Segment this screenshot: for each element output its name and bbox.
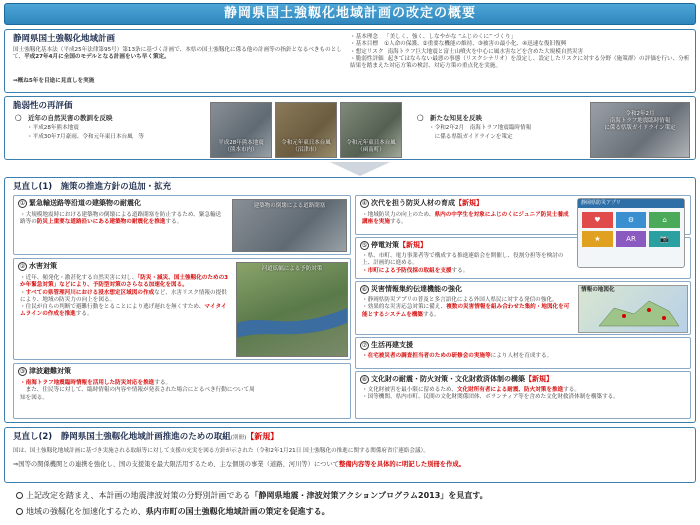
page-title: 静岡県国土強靱化地域計画の改定の概要 — [4, 3, 696, 25]
plan-text1: 国土強靱化基本法（平成25年法律第95号）第13条に基づく計画で、本県の国土強靱化に係る他の計画等の指針となるべきものとして、 — [13, 47, 342, 61]
plan-text — [13, 47, 343, 62]
item-1-text: ・大規模地震時における建築物の倒壊による道路閉塞を防止するため、緊急輸送路等の防災上重要な道路沿いにある建築物の耐震化を推進する。 — [20, 212, 222, 226]
item-4-title: ④ 次代を担う防災人材の育成【新規】 — [361, 199, 483, 207]
review2-heading: 見直し(2) 静岡県国土強靱化地域計画推進のための取組(別冊)【新規】 — [13, 432, 279, 442]
review2-line1: 国は、国土強靱化地域計画に基づき実施される取組等に対して支援の充実を図る方針が示された（令和2年1月21日 国土強靱化の推進に関する関係府省庁連絡会議）。 — [13, 448, 429, 454]
item-2 — [13, 258, 351, 360]
circle-bullet-icon — [16, 492, 23, 499]
item-6-text: ・静岡県防災アプリの普及と多言語化による外国人県民に対する発信の強化。 ・効果的な災害応急対策に備え、複数の災害情報を組み合わせた集約・地図化を可能とするシステムを構築する。 — [362, 297, 570, 318]
item-1-title: ① 緊急輸送路等沿道の建築物の耐震化 — [19, 199, 141, 207]
item-8-text: ・文化財被害を最小限に留めるため、文化財所有者による耐震、防火対策を推進する。 ・国等機関、県内市町、民間の文化財関係団体、ボランティア等を含めた文化財救済体制を構築する。 — [362, 387, 619, 401]
photo-caption: 令和2年2月 南海トラフ地震臨時情報 に係る県版ガイドライン策定 — [604, 111, 676, 132]
circle-bullet-icon — [16, 508, 23, 515]
app-tile: ⌂ — [649, 212, 680, 228]
item-3-text: ・南海トラフ地震臨時情報を活用した防災対応を推進する。 また、住民等に対して、臨時情報の内容や情報が発表された場合にとるべき行動について周知を図る。 — [20, 380, 255, 401]
reeval-heading: 脆弱性の再評価 — [13, 101, 73, 111]
app-tile: ⚙ — [616, 212, 647, 228]
photo-river — [236, 262, 348, 357]
photo-caption: 建築物の倒壊による道路閉塞 — [253, 203, 326, 209]
lesson-item-2: ・平成30年7月豪雨、令和元年東日本台風 等 — [27, 134, 144, 140]
item-3-title: ③ 津波避難対策 — [19, 367, 71, 375]
photo-typhoon-numazu — [275, 102, 337, 158]
down-arrow-icon — [330, 162, 390, 176]
photo-caption: 平成28年熊本地震 （熊本市内） — [218, 139, 264, 153]
photo-kumamoto — [210, 102, 272, 158]
photo-caption: 令和元年東日本台風 （沼津市） — [281, 139, 331, 153]
footer-item-2: 地域の強靱化を加速化するため、県内市町の国土強靱化地域計画の策定を促進する。 — [16, 507, 330, 517]
item-5-title: ⑤ 停電対策【新規】 — [361, 241, 427, 249]
map-icon — [579, 286, 687, 332]
item-6-title: ⑥ 災害情報集約伝達機能の強化 — [361, 285, 462, 293]
item-8 — [355, 371, 691, 419]
new-item-2: に係る県版ガイドラインを策定 — [429, 134, 513, 140]
item-7-text: ・在宅被災者の調査担当者のための研修会の実施等により人材を育成する。 — [362, 353, 553, 359]
app-grid — [578, 208, 684, 251]
principle-3: ・想定リスク 南海トラフ巨大地震と富士山噴火を中心に風水害などを含めた大規模自然災害 — [350, 48, 584, 55]
app-tile: AR — [616, 231, 647, 247]
item-8-title: ⑧ 文化財の耐震・防火対策・文化財救済体制の構築【新規】 — [361, 375, 553, 383]
app-tile: 📷 — [649, 231, 680, 247]
map-panel — [578, 285, 688, 333]
app-tile: ♥ — [582, 212, 613, 228]
plan-note: ⇒概ね5年を目途に見直しを実施 — [13, 78, 95, 84]
lesson-item-1: ・平成28年熊本地震 — [27, 125, 79, 131]
review2-box — [4, 427, 696, 483]
principles — [350, 34, 692, 70]
plan-heading: 静岡県国土強靱化地域計画 — [13, 34, 116, 44]
river-shape — [237, 263, 347, 356]
item-7 — [355, 337, 691, 369]
item-7-title: ⑦ 生活再建支援 — [361, 341, 413, 349]
item-1 — [13, 195, 351, 255]
app-tile: ★ — [582, 231, 613, 247]
item-6 — [355, 281, 691, 335]
review1-heading: 見直し(1) 施策の推進方針の追加・拡充 — [13, 182, 172, 192]
review1-box — [4, 177, 696, 423]
item-2-title: ② 水害対策 — [19, 262, 57, 270]
plan-box — [4, 29, 696, 93]
photo-guideline — [590, 102, 690, 158]
photo-caption: 令和元年東日本台風 （函南町） — [346, 139, 396, 153]
lesson-title: 〇 近年の自然災害の教訓を反映 — [15, 114, 113, 122]
principle-1: ・基本理念 「美しく、強く、しなやかな “ふじのくに” づくり」 — [350, 34, 517, 40]
map-caption: 情報の地図化 — [581, 287, 615, 293]
footer-item-1: 上記改定を踏まえ、本計画の地震津波対策の分野別計画である「静岡県地震・津波対策アクションプログラム2013」を見直す。 — [16, 491, 488, 501]
photo-caption: 河道拡幅による予防対策 — [261, 266, 323, 272]
principle-4: ・脆弱性評価 起きてはならない最悪の事態（リスクシナリオ）を設定し、設定したリスクに対する分野（施策群）の評価を行い、分析結果を踏まえた対応方策の検討、対応方策の重点化を実施。 — [350, 55, 690, 70]
photo-collapse — [232, 199, 347, 252]
reeval-box — [4, 96, 696, 160]
review2-line2: ⇒国等の関係機関との連携を強化し、国の支援策を最大限活用するため、主な個別の事業（道路、河川等）について整備内容等を具体的に明記した別冊を作成。 — [13, 461, 465, 468]
principle-2: ・基本目標 ①人命の保護、②重要な機能の維持、③被害の最小化、④迅速な復旧復興 — [350, 41, 567, 48]
plan-text1-bold: 平成27年4月に全国のモデルとなる計画をいち早く策定。 — [24, 54, 170, 61]
item-4-text: ・地域防災力の向上のため、県内の中学生を対象にふじのくにジュニア防災士養成講座を実施する。 — [362, 212, 569, 226]
app-header: 静岡県防災アプリ — [578, 199, 684, 208]
item-5-text: ・県、市町、電力事業者等で構成する推進連絡会を開催し、役割分担等を検討の上、計画的に進める。 ・市町による予防伐採の取組を支援する。 — [362, 253, 564, 274]
photo-typhoon-kannami — [340, 102, 402, 158]
new-title: 〇 新たな知見を反映 — [417, 114, 482, 122]
new-item-1: ・令和2年2月 南海トラフ地震臨時情報 — [429, 125, 532, 131]
item-3 — [13, 363, 351, 419]
app-mockup — [577, 198, 685, 268]
item-2-text: ・近年、頻発化・激甚化する自然災害に対し、「防災・減災、国土強靱化のための3か年緊急対策」などにより、予防型対策のさらなる加速化を図る。 ・すべての県管理河川における浸水想定区域図の作成など、水害リスク情報の提供により、地域の防災力の向上を図る。 ・住民が自らの判断で避難行動をとることにより逃げ遅れを無くすため、マイタイムラインの作成を推進する。 — [20, 275, 229, 318]
